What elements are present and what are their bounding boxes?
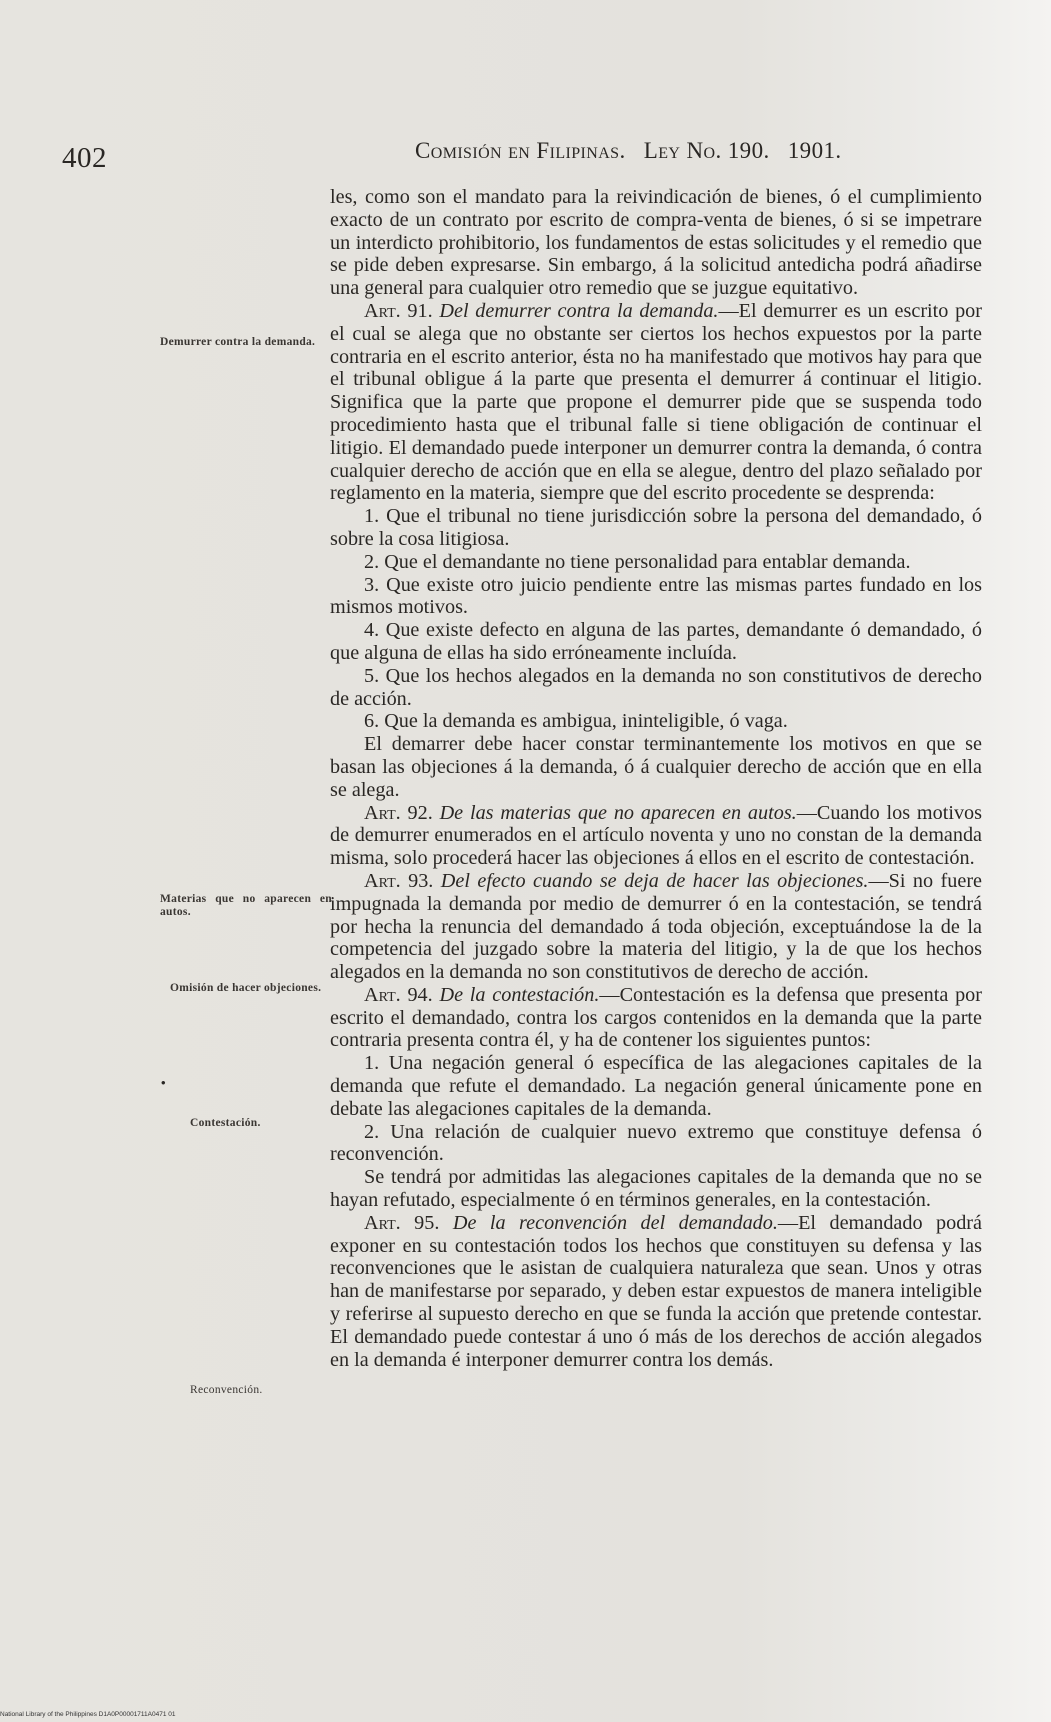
list-item: 1. Que el tribunal no tiene jurisdicción sobre la persona del demandado, ó sobre la cosa litigiosa. <box>330 505 982 550</box>
article-93 <box>330 870 982 984</box>
running-head-law: Ley No. 190. <box>643 138 770 163</box>
article-text: —El demurrer es un escrito por el cual se alega que no obstante ser ciertos los hechos expuestos por la parte contraria en el escrito anterior, ésta no ha manifestado que motivos hay para que el tribunal obligue á la parte que presenta el demurrer á continuar el litigio. Significa que la parte que propone el demurrer pide que se suspenda todo procedimiento hasta que el tribunal falle si tiene obligación de continuar el litigio. El demandado puede interponer un demurrer contra la demanda, ó contra cualquier derecho de acción que en ella se alegue, dentro del plazo señalado por reglamento en la materia, siempre que del escrito procedente se desprenda: <box>330 299 983 505</box>
article-text: —Cuando los motivos de demurrer enumerados en el artículo noventa y uno no constan de la demanda misma, solo procederá hacer las objeciones á ellos en el escrito de contestación. <box>330 801 982 870</box>
article-number: Art. 93. <box>364 869 434 892</box>
running-head-year: 1901. <box>787 138 842 163</box>
article-number: Art. 94. <box>364 983 433 1006</box>
list-item: 6. Que la demanda es ambigua, ininteligible, ó vaga. <box>364 710 788 733</box>
article-91 <box>330 300 982 505</box>
paragraph-continuation: les, como son el mandato para la reivindicación de bienes, ó el cumplimiento exacto de un contrato por escrito de compra-venta de bienes, ó si se impetrare un interdicto prohibitorio, los fundamentos de estas solicitudes y el remedio que se pide deben expresarse. Sin embargo, á la solicitud antedicha podrá añadirse una general para cualquier otro remedio que se juzgue equitativo. <box>330 186 982 300</box>
list-item: 2. Que el demandante no tiene personalidad para entablar demanda. <box>364 550 911 573</box>
page-number: 402 <box>62 142 107 174</box>
list-item: 4. Que existe defecto en alguna de las partes, demandante ó demandado, ó que alguna de ellas ha sido erróneamente incluída. <box>330 619 982 664</box>
list-item: 2. Una relación de cualquier nuevo extremo que constituye defensa ó reconvención. <box>330 1120 982 1166</box>
side-note-materias: Materias que no aparecen en autos. <box>160 893 332 918</box>
article-94 <box>330 984 982 1052</box>
paragraph: El demarrer debe hacer constar terminantemente los motivos en que se basan las objeciones á la demanda, ó á cualquier derecho de acción que en ella se alega. <box>330 733 982 801</box>
article-number: Art. 95. <box>364 1211 440 1234</box>
margin-bullet: • <box>161 1075 166 1090</box>
list-item: 3. Que existe otro juicio pendiente entre las mismas partes fundado en los mismos motivos. <box>330 573 982 619</box>
article-title: De la reconvención del demandado. <box>452 1211 778 1234</box>
article-number: Art. 91. <box>364 299 433 322</box>
body-text <box>330 186 982 1371</box>
article-text: —El demandado podrá exponer en su contestación todos los hechos que constituyen su defensa y las reconvenciones que le asistan de cualquiera naturaleza que sean. Unos y otras han de manifestarse por separado, y deben estar expuestos de manera inteligible y referirse al supuesto derecho en que se funda la acción que pretende contestar. El demandado puede contestar á uno ó más de los derechos de acción alegados en la demanda é interponer demurrer contra los demás. <box>330 1211 982 1371</box>
article-title: Del demurrer contra la demanda. <box>439 299 719 322</box>
side-note-reconvencion: Reconvención. <box>190 1384 263 1396</box>
running-head <box>415 138 854 164</box>
side-note-demurrer: Demurrer contra la demanda. <box>160 336 316 348</box>
article-title: De las materias que no aparecen en autos. <box>439 801 797 824</box>
article-title: De la contestación. <box>439 983 600 1006</box>
list-item: 5. Que los hechos alegados en la demanda no son constitutivos de derecho de acción. <box>330 664 982 710</box>
scan-credit: National Library of the Philippines D1A0P00001711A0471 01 <box>0 1711 176 1718</box>
list-item: 1. Una negación general ó específica de las alegaciones capitales de la demanda que refute el demandado. La negación general únicamente pone en debate las alegaciones capitales de la demanda. <box>330 1052 982 1120</box>
article-95 <box>330 1212 982 1372</box>
running-head-commission: Comisión en Filipinas. <box>415 138 626 163</box>
article-number: Art. 92. <box>364 801 433 824</box>
article-text: —Si no fuere impugnada la demanda por medio de demurrer ó en la contestación, se tendrá por hecha la renuncia del demandado á toda objeción, exceptuándose la de la competencia del juzgado sobre la materia del litigio, y la de que los hechos alegados en la demanda no son constitutivos de derecho de acción. <box>330 869 983 984</box>
paragraph: Se tendrá por admitidas las alegaciones capitales de la demanda que no se hayan refutado, especialmente ó en términos generales, en la contestación. <box>330 1166 982 1212</box>
side-note-omision: Omisión de hacer objeciones. <box>170 982 322 994</box>
article-title: Del efecto cuando se deja de hacer las objeciones. <box>440 869 869 892</box>
article-92 <box>330 802 982 870</box>
side-note-contestacion: Contestación. <box>190 1117 261 1129</box>
article-text: —Contestación es la defensa que presenta por escrito el demandado, contra los cargos contenidos en la demanda que la parte contraria presenta contra él, y ha de contener los siguientes puntos: <box>330 983 982 1052</box>
